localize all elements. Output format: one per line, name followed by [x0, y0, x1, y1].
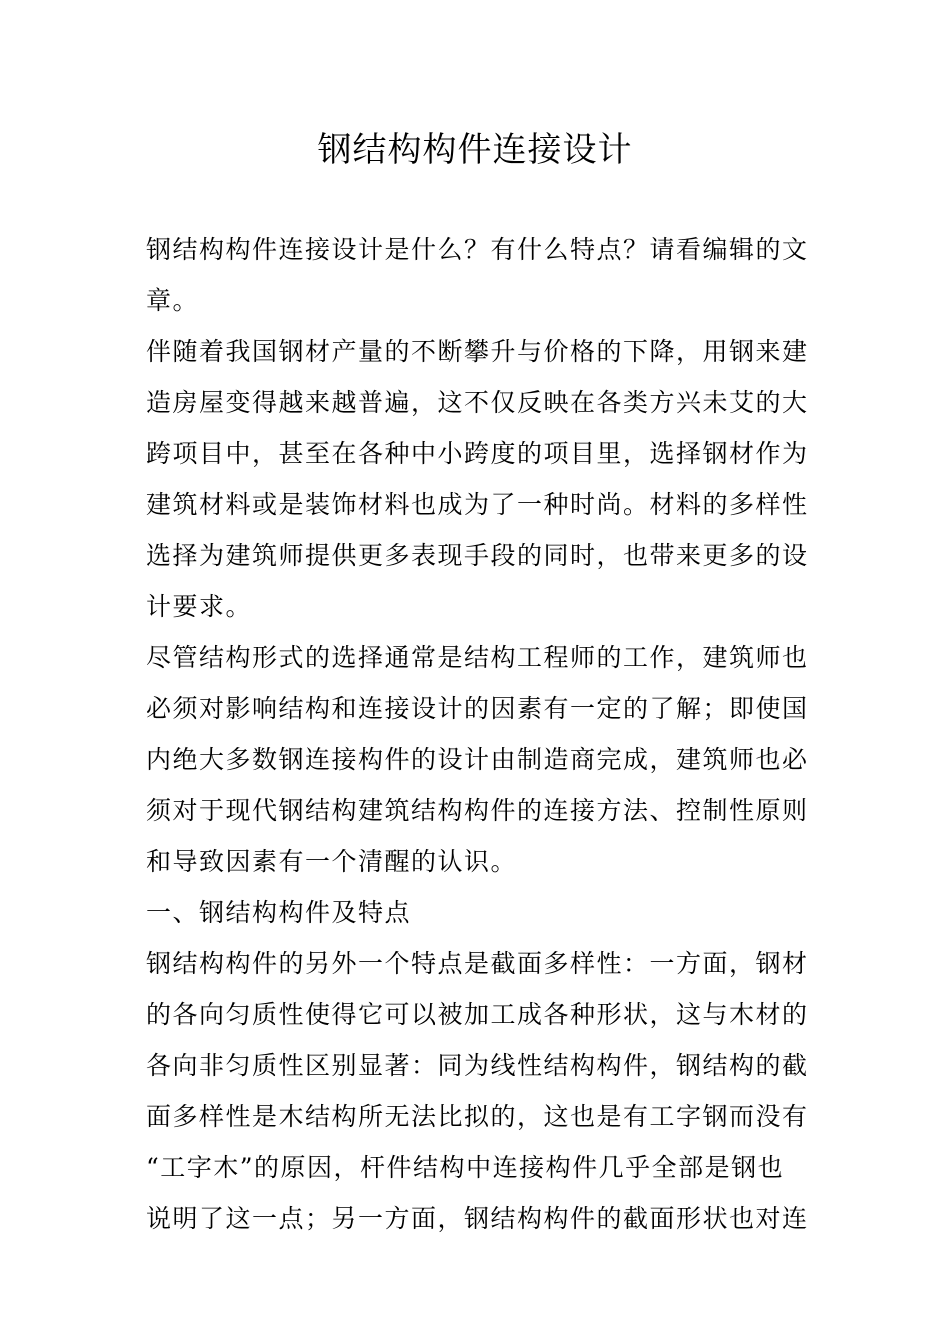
text-line: 的各向匀质性使得它可以被加工成各种形状，这与木材的 [146, 1000, 809, 1029]
text-line: 尽管结构形式的选择通常是结构工程师的工作，建筑师也 [146, 643, 809, 672]
text-line: 计要求。 [146, 592, 253, 621]
document-body [146, 224, 808, 1244]
page-title: 钢结构构件连接设计 [317, 130, 633, 170]
text-line: 伴随着我国钢材产量的不断攀升与价格的下降，用钢来建 [146, 337, 809, 366]
text-line: 钢结构构件的另外一个特点是截面多样性：一方面，钢材 [146, 949, 809, 978]
text-line: 跨项目中，甚至在各种中小跨度的项目里，选择钢材作为 [146, 439, 809, 468]
text-line: “工字木”的原因，杆件结构中连接构件几乎全部是钢也 [146, 1153, 785, 1182]
text-line: 钢结构构件连接设计是什么？有什么特点？请看编辑的文 [146, 235, 809, 264]
text-line: 和导致因素有一个清醒的认识。 [146, 847, 518, 876]
text-line: 各向非匀质性区别显著：同为线性结构构件，钢结构的截 [146, 1051, 809, 1080]
text-line: 面多样性是木结构所无法比拟的，这也是有工字钢而没有 [146, 1102, 809, 1131]
section-heading: 一、钢结构构件及特点 [146, 898, 412, 927]
text-line: 须对于现代钢结构建筑结构构件的连接方法、控制性原则 [146, 796, 809, 825]
text-line: 造房屋变得越来越普遍，这不仅反映在各类方兴未艾的大 [146, 388, 809, 417]
text-line: 内绝大多数钢连接构件的设计由制造商完成，建筑师也必 [146, 745, 809, 774]
text-line: 章。 [146, 286, 200, 315]
text-line: 说明了这一点；另一方面，钢结构构件的截面形状也对连 [146, 1204, 809, 1233]
text-line: 建筑材料或是装饰材料也成为了一种时尚。材料的多样性 [146, 490, 809, 519]
text-line: 选择为建筑师提供更多表现手段的同时，也带来更多的设 [146, 541, 809, 570]
text-line: 必须对影响结构和连接设计的因素有一定的了解；即使国 [146, 694, 809, 723]
